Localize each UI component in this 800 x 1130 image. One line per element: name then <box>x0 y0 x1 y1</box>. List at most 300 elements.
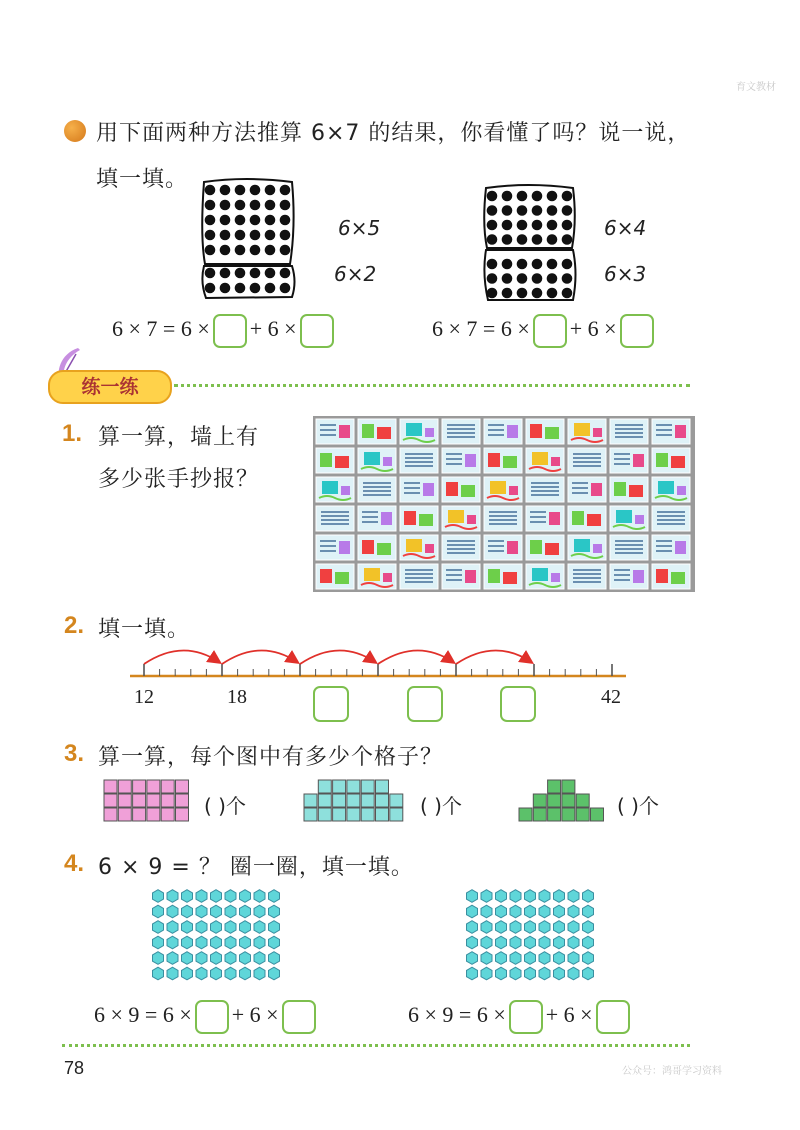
poster-block <box>633 454 644 467</box>
dot <box>487 220 498 231</box>
q3-blank-1[interactable]: ( )个 <box>204 794 246 818</box>
poster-block <box>507 541 518 554</box>
poster-block <box>362 540 374 554</box>
grid-cell <box>576 808 589 821</box>
poster <box>316 506 354 531</box>
answer-box[interactable] <box>282 1000 316 1034</box>
poster-line <box>614 579 630 581</box>
practice-banner-label: 练一练 <box>81 376 139 398</box>
right-label-top: 6×4 <box>604 216 647 240</box>
poster-line <box>615 540 643 542</box>
equation-text: + 6 × <box>231 1002 279 1028</box>
answer-box[interactable] <box>509 1000 543 1034</box>
dot <box>547 273 558 284</box>
grid-teal <box>300 778 408 824</box>
hex-dot <box>182 952 193 965</box>
grid-cell <box>390 794 403 807</box>
dot <box>250 245 261 256</box>
dot <box>517 288 528 299</box>
nl-answer-box-2[interactable] <box>407 686 443 722</box>
poster-block <box>341 486 350 495</box>
page-number: 78 <box>64 1058 85 1078</box>
dot <box>562 205 573 216</box>
q1-number: 1. <box>62 420 83 447</box>
grid-cell <box>347 794 360 807</box>
poster <box>442 419 480 444</box>
equation-text: 6 × 7 = 6 × <box>432 316 530 342</box>
hex-dot <box>225 921 236 934</box>
hex-dot <box>496 890 507 903</box>
poster-line <box>362 516 378 518</box>
poster-line <box>446 579 462 581</box>
poster-line <box>447 552 475 554</box>
poster <box>484 506 522 531</box>
grid-cell <box>591 808 604 821</box>
poster-block <box>677 486 686 495</box>
answer-box[interactable] <box>195 1000 229 1034</box>
poster-line <box>447 544 475 546</box>
poster-line <box>362 521 378 523</box>
grid-cell <box>147 780 160 793</box>
poster-line <box>320 424 336 426</box>
dot <box>205 230 216 241</box>
dot <box>547 205 558 216</box>
intro-equation-left <box>112 314 337 348</box>
nl-answer-box-3[interactable] <box>500 686 536 722</box>
hex-dot <box>481 952 492 965</box>
hex-dot <box>539 921 550 934</box>
grid-cell <box>548 780 561 793</box>
hex-dot <box>568 921 579 934</box>
dot <box>220 185 231 196</box>
poster-block <box>404 511 416 525</box>
poster-line <box>657 519 685 521</box>
poster-block <box>406 539 422 552</box>
grid-cell <box>548 808 561 821</box>
poster-block <box>383 457 392 466</box>
hex-dot <box>153 890 164 903</box>
dot <box>487 205 498 216</box>
dot <box>265 185 276 196</box>
poster-block <box>490 481 506 494</box>
answer-box[interactable] <box>213 314 247 348</box>
poster-line <box>446 569 462 571</box>
hex-dot-array-right <box>462 886 602 986</box>
dot <box>220 200 231 211</box>
grid-cell <box>104 780 117 793</box>
hex-dot <box>196 936 207 949</box>
poster-line <box>404 487 420 489</box>
dot <box>487 234 498 245</box>
grid-cell <box>118 794 131 807</box>
poster-block <box>465 570 476 583</box>
hex-dot <box>496 905 507 918</box>
poster-line <box>320 545 336 547</box>
dot <box>235 185 246 196</box>
nl-answer-box-1[interactable] <box>313 686 349 722</box>
hex-dot <box>496 967 507 980</box>
poster-block <box>616 510 632 523</box>
intro-line1: 用下面两种方法推算 6×7 的结果，你看懂了吗？说一说， <box>96 121 691 146</box>
poster-line <box>656 434 672 436</box>
q1-line2: 多少张手抄报？ <box>98 467 260 492</box>
dot <box>502 220 513 231</box>
poster-line <box>656 424 672 426</box>
dot <box>532 234 543 245</box>
poster <box>610 535 648 560</box>
dot <box>265 283 276 294</box>
hex-dot <box>554 936 565 949</box>
dot <box>517 234 528 245</box>
hex-dot <box>225 936 236 949</box>
orange-bullet-icon <box>64 120 86 142</box>
dot <box>250 283 261 294</box>
hex-dot <box>568 952 579 965</box>
dot <box>517 191 528 202</box>
poster-block <box>671 572 685 584</box>
grid-cell <box>161 808 174 821</box>
poster-block <box>633 570 644 583</box>
hex-dot <box>467 921 478 934</box>
poster-block <box>335 572 349 584</box>
poster-block <box>503 456 517 468</box>
dot <box>235 200 246 211</box>
watermark-bottom: 公众号：鸿哥学习资料 <box>622 1066 722 1077</box>
q2-text: 填一填。 <box>98 617 191 642</box>
grid-cell <box>147 794 160 807</box>
poster-line <box>531 494 559 496</box>
poster-line <box>446 463 462 465</box>
poster-block <box>656 569 668 583</box>
dot <box>220 230 231 241</box>
hex-dot <box>583 936 594 949</box>
hex-dot <box>254 921 265 934</box>
poster-block <box>383 573 392 582</box>
dot <box>280 230 291 241</box>
hex-dot <box>269 952 280 965</box>
dot <box>265 230 276 241</box>
poster-block <box>503 572 517 584</box>
poster-line <box>615 544 643 546</box>
hex-dot <box>583 905 594 918</box>
hex-dot <box>467 967 478 980</box>
poster-line <box>404 492 420 494</box>
number-line <box>120 640 650 700</box>
grid-cell <box>333 780 346 793</box>
hex-dot <box>196 921 207 934</box>
poster-block <box>423 483 434 496</box>
poster-block <box>320 453 332 467</box>
right-label-bottom: 6×3 <box>604 262 647 286</box>
grid-cell <box>147 808 160 821</box>
hex-dot <box>525 967 536 980</box>
hex-dot <box>211 890 222 903</box>
poster-block <box>549 512 560 525</box>
poster-block <box>377 543 391 555</box>
hex-dot <box>525 952 536 965</box>
poster-line <box>530 521 546 523</box>
poster-block <box>425 544 434 553</box>
dot <box>235 215 246 226</box>
poster <box>568 564 606 589</box>
hex-dot <box>496 936 507 949</box>
poster-line <box>656 545 672 547</box>
poster-line <box>363 482 391 484</box>
poster-line <box>447 548 475 550</box>
hex-dot <box>240 890 251 903</box>
poster-block <box>448 510 464 523</box>
equation-text: + 6 × <box>249 316 297 342</box>
dot <box>265 200 276 211</box>
dot <box>532 205 543 216</box>
grid-cell <box>533 794 546 807</box>
dot <box>280 215 291 226</box>
poster-block <box>545 427 559 439</box>
answer-box[interactable] <box>596 1000 630 1034</box>
hex-dot <box>225 890 236 903</box>
dot <box>280 185 291 196</box>
dot <box>487 191 498 202</box>
hex-dot <box>496 921 507 934</box>
poster-block <box>322 481 338 494</box>
poster-line <box>573 465 601 467</box>
poster-line <box>530 516 546 518</box>
dot <box>547 220 558 231</box>
grid-cell <box>376 794 389 807</box>
dot <box>532 273 543 284</box>
intro-line2: 填一填。 <box>96 167 189 192</box>
dot <box>547 234 558 245</box>
poster-line <box>447 432 475 434</box>
nl-jump-arc <box>300 650 375 664</box>
poster-line <box>447 424 475 426</box>
dot <box>502 234 513 245</box>
poster-block <box>488 453 500 467</box>
dot <box>517 273 528 284</box>
dot <box>235 283 246 294</box>
dot <box>547 288 558 299</box>
grid-cell <box>333 794 346 807</box>
dot <box>205 245 216 256</box>
grid-cell <box>562 780 575 793</box>
poster-block <box>591 483 602 496</box>
grid-cell <box>361 808 374 821</box>
poster-line <box>488 550 504 552</box>
answer-box[interactable] <box>533 314 567 348</box>
dot <box>220 215 231 226</box>
grid-cell <box>104 808 117 821</box>
poster-line <box>321 519 349 521</box>
nl-jump-arc <box>144 650 219 664</box>
grid-cell <box>533 808 546 821</box>
hex-dot <box>196 967 207 980</box>
dot <box>517 220 528 231</box>
poster-block <box>530 424 542 438</box>
dot <box>562 273 573 284</box>
poster <box>652 506 690 531</box>
poster-block <box>593 544 602 553</box>
poster-line <box>488 434 504 436</box>
poster-block <box>635 515 644 524</box>
hex-dot <box>211 936 222 949</box>
poster-block <box>551 457 560 466</box>
poster-block <box>377 427 391 439</box>
hex-dot <box>467 936 478 949</box>
dot <box>502 273 513 284</box>
hex-dot <box>182 921 193 934</box>
poster-line <box>573 461 601 463</box>
poster-line <box>489 515 517 517</box>
q3-blank-3[interactable]: ( )个 <box>617 794 659 818</box>
hex-dot <box>554 905 565 918</box>
poster-line <box>573 581 601 583</box>
hex-dot <box>196 890 207 903</box>
dot <box>265 215 276 226</box>
poster-wall <box>313 416 695 592</box>
hex-dot <box>568 967 579 980</box>
poster-line <box>321 511 349 513</box>
poster-line <box>573 457 601 459</box>
dot <box>532 259 543 270</box>
equation-text: 6 × 9 = 6 × <box>94 1002 192 1028</box>
grid-cell <box>318 780 331 793</box>
poster-line <box>405 569 433 571</box>
poster-block <box>339 541 350 554</box>
dot <box>547 259 558 270</box>
hex-dot <box>182 936 193 949</box>
q3-number: 3. <box>64 740 85 767</box>
poster-block <box>658 481 674 494</box>
equation-text: 6 × 9 = 6 × <box>408 1002 506 1028</box>
poster <box>610 419 648 444</box>
equation-text: 6 × 7 = 6 × <box>112 316 210 342</box>
hex-dot <box>554 952 565 965</box>
poster-block <box>572 511 584 525</box>
poster-block <box>532 452 548 465</box>
dot <box>205 215 216 226</box>
poster-block <box>465 454 476 467</box>
answer-box[interactable] <box>620 314 654 348</box>
hex-dot <box>167 890 178 903</box>
hex-dot <box>481 890 492 903</box>
poster-line <box>320 540 336 542</box>
poster-line <box>615 424 643 426</box>
grid-cell <box>347 808 360 821</box>
dot <box>220 283 231 294</box>
hex-dot <box>510 905 521 918</box>
poster-block <box>509 486 518 495</box>
q3-blank-2[interactable]: ( )个 <box>420 794 462 818</box>
grid-cell <box>318 808 331 821</box>
poster-line <box>614 458 630 460</box>
hex-dot <box>481 921 492 934</box>
dot <box>205 283 216 294</box>
hex-dot <box>153 952 164 965</box>
nl-jump-arc <box>378 650 453 664</box>
dot <box>250 268 261 279</box>
grid-cell <box>361 794 374 807</box>
hex-dot <box>481 905 492 918</box>
poster-block <box>593 428 602 437</box>
hex-dot <box>240 905 251 918</box>
hex-dot <box>225 967 236 980</box>
hex-dot <box>583 967 594 980</box>
hex-dot <box>525 905 536 918</box>
poster-line <box>657 523 685 525</box>
poster-line <box>446 574 462 576</box>
hex-dot <box>196 905 207 918</box>
poster-block <box>507 425 518 438</box>
hex-dot <box>211 952 222 965</box>
poster-line <box>405 453 433 455</box>
hex-dot-array-left <box>148 886 288 986</box>
poster-block <box>461 485 475 497</box>
poster-line <box>405 577 433 579</box>
dot <box>562 234 573 245</box>
hex-dot <box>539 967 550 980</box>
poster-line <box>446 453 462 455</box>
grid-cell <box>176 794 189 807</box>
grid-cell <box>133 780 146 793</box>
poster-line <box>405 465 433 467</box>
hex-dot <box>153 967 164 980</box>
dot <box>502 205 513 216</box>
equation-text: + 6 × <box>545 1002 593 1028</box>
dot <box>517 205 528 216</box>
poster-block <box>425 428 434 437</box>
dotted-divider-top <box>174 384 690 387</box>
poster-line <box>320 429 336 431</box>
poster-line <box>657 515 685 517</box>
poster-line <box>656 540 672 542</box>
dot <box>220 268 231 279</box>
dot <box>235 230 246 241</box>
dot <box>265 245 276 256</box>
hex-dot <box>467 890 478 903</box>
poster-line <box>446 458 462 460</box>
grid-cell <box>176 780 189 793</box>
left-label-bottom: 6×2 <box>334 262 377 286</box>
hex-dot <box>196 952 207 965</box>
poster-line <box>320 550 336 552</box>
dot <box>250 185 261 196</box>
hex-dot <box>240 921 251 934</box>
dot <box>250 215 261 226</box>
intro-equation-right <box>432 314 657 348</box>
grid-cell <box>347 780 360 793</box>
answer-box[interactable] <box>300 314 334 348</box>
dot <box>502 259 513 270</box>
poster-line <box>531 482 559 484</box>
poster-block <box>446 482 458 496</box>
poster-line <box>572 492 588 494</box>
poster-line <box>363 490 391 492</box>
hex-dot <box>510 936 521 949</box>
nl-label-12: 12 <box>134 686 154 708</box>
dot <box>280 200 291 211</box>
poster-block <box>339 425 350 438</box>
grid-cell <box>376 808 389 821</box>
poster-line <box>488 545 504 547</box>
dot <box>250 200 261 211</box>
dot <box>547 191 558 202</box>
left-label-top: 6×5 <box>338 216 381 240</box>
dot <box>205 200 216 211</box>
poster-line <box>447 540 475 542</box>
dot <box>502 288 513 299</box>
poster-block <box>335 456 349 468</box>
poster-line <box>614 574 630 576</box>
